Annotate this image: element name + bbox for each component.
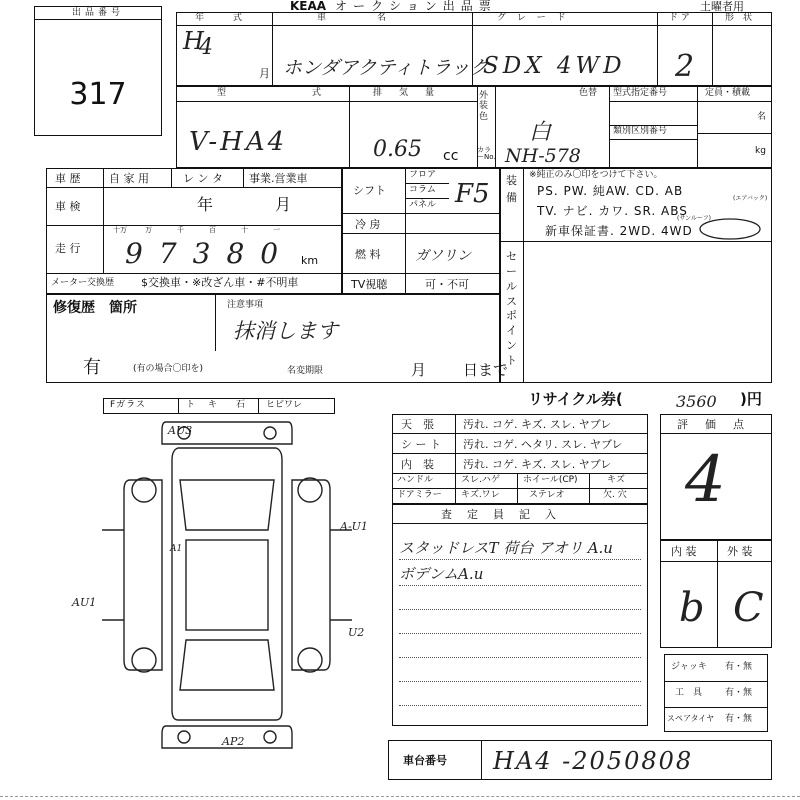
wheel-options: キズ bbox=[607, 475, 625, 485]
equipment-label: 装備 bbox=[506, 174, 517, 204]
tool-value: 有・無 bbox=[725, 688, 753, 698]
type-designation-label: 型式指定番号 bbox=[613, 88, 668, 98]
sales-point-box bbox=[500, 241, 772, 383]
interior-exterior-box bbox=[660, 540, 772, 648]
equipment-line1: PS. PW. 純AW. CD. AB bbox=[537, 184, 684, 198]
chassis-value: HA4 -2050808 bbox=[493, 747, 694, 775]
ac-label: 冷 房 bbox=[355, 218, 381, 231]
ceiling-label: 天 張 bbox=[401, 418, 434, 431]
shift-label: シフト bbox=[353, 184, 386, 197]
name-change-month: 月 bbox=[411, 361, 427, 379]
capacity-unit-kg: kg bbox=[755, 146, 766, 156]
sales-point-label: セールスポイント bbox=[506, 250, 517, 367]
handle-label: ハンドル bbox=[397, 475, 434, 485]
mileage-label: 走 行 bbox=[55, 242, 81, 255]
glass-opt-2: キ bbox=[208, 400, 218, 410]
score-label: 評 価 点 bbox=[677, 418, 747, 431]
tv-label: TV視聴 bbox=[351, 278, 388, 291]
vehicle-damage-diagram bbox=[96, 420, 358, 750]
shape-label: 形 状 bbox=[725, 13, 753, 23]
mileage-unit: km bbox=[301, 254, 319, 267]
equipment-line2: TV. ナビ. カワ. SR. ABS bbox=[537, 204, 688, 218]
seat-options: 汚れ. コゲ. ヘタリ. スレ. ヤブレ bbox=[463, 438, 623, 451]
year-unit: 月 bbox=[259, 67, 270, 80]
mileage-digits: 十万 万 千 百 十 一 97380 bbox=[113, 226, 295, 270]
brand-logo: KEAA bbox=[290, 0, 327, 13]
mark-top: AU3 bbox=[168, 424, 193, 437]
stereo-options: 欠. 穴 bbox=[603, 490, 627, 500]
inspector-label: 査 定 員 記 入 bbox=[441, 508, 558, 521]
wheel-label: ホイール(CP) bbox=[523, 475, 578, 485]
chassis-label: 車台番号 bbox=[403, 754, 447, 767]
owner-label: 土曜者用 bbox=[700, 0, 744, 13]
recycle-label: リサイクル券( bbox=[528, 390, 623, 408]
drivetrain-table bbox=[342, 168, 500, 294]
exterior-score-value: C bbox=[733, 585, 764, 631]
color-change-label: 色替 bbox=[579, 88, 598, 98]
equipment-line3: 新車保証書. 2WD. 4WD bbox=[545, 224, 693, 238]
front-glass-label: Fガラス bbox=[110, 400, 146, 410]
model-label: 型 式 bbox=[217, 88, 332, 98]
seat-label: シ ー ト bbox=[401, 438, 441, 451]
interior-options: 汚れ. コゲ. キズ. スレ. ヤブレ bbox=[463, 458, 612, 471]
inspector-line2: ボデンムA.u bbox=[399, 565, 484, 583]
notes-label: 注意事項 bbox=[227, 300, 264, 310]
name-change-label: 名変期限 bbox=[287, 366, 324, 376]
displacement-value: 0.65 bbox=[373, 137, 422, 162]
front-glass-row bbox=[103, 398, 335, 414]
interior-condition-table bbox=[392, 414, 648, 504]
history-rental[interactable]: レ ン タ bbox=[183, 172, 223, 185]
history-commercial[interactable]: 事業.営業車 bbox=[249, 172, 308, 185]
car-name-value: ホンダアクティトラック bbox=[283, 57, 489, 79]
shift-panel: パネル bbox=[409, 200, 437, 210]
ceiling-options: 汚れ. コゲ. キズ. スレ. ヤブレ bbox=[463, 418, 612, 431]
color-value: 白 bbox=[529, 120, 552, 145]
mark-left: AU1 bbox=[72, 596, 97, 609]
interior-score-label: 内 装 bbox=[671, 545, 697, 558]
score-box bbox=[660, 414, 772, 540]
inspector-line1: スタッドレスT 荷台 アオリ A.u bbox=[399, 539, 613, 557]
grade-label: グ レ ー ド bbox=[497, 13, 570, 23]
chassis-box bbox=[388, 740, 772, 780]
door-label: ド ア bbox=[669, 13, 690, 23]
vehicle-header-table bbox=[176, 12, 772, 86]
interior-score-value: b bbox=[679, 585, 705, 631]
displacement-unit: cc bbox=[443, 148, 459, 164]
mirror-options: キズ.ワレ bbox=[461, 490, 500, 500]
stereo-label: ステレオ bbox=[529, 490, 565, 500]
meter-options: $交換車・※改ざん車・#不明車 bbox=[141, 276, 299, 289]
repair-value: 有 bbox=[83, 357, 101, 378]
handle-options: スレ.ハゲ bbox=[461, 475, 500, 485]
circled-4wd-mark bbox=[697, 217, 763, 241]
history-private[interactable]: 自 家 用 bbox=[109, 172, 149, 185]
fuel-label: 燃 料 bbox=[355, 248, 381, 261]
capacity-unit-person: 名 bbox=[757, 112, 767, 122]
year-value: 4 bbox=[199, 35, 213, 60]
history-table bbox=[46, 168, 342, 294]
door-value: 2 bbox=[675, 49, 695, 84]
vehicle-spec-table bbox=[176, 86, 772, 168]
year-era: H bbox=[183, 27, 204, 55]
fuel-value: ガソリン bbox=[415, 248, 471, 264]
lot-number: 317 bbox=[69, 77, 127, 112]
inspection-label: 車 検 bbox=[55, 200, 81, 213]
shift-floor: フロア bbox=[409, 170, 437, 180]
jack-label: ジャッキ bbox=[671, 662, 707, 672]
mark-bottom: AP2 bbox=[222, 735, 245, 748]
tool-label: 工 具 bbox=[675, 688, 703, 698]
equipment-line2-sup: (サンルーフ) bbox=[677, 215, 711, 222]
recycle-value: 3560 bbox=[676, 392, 717, 411]
exterior-score-label: 外 装 bbox=[727, 545, 753, 558]
inspection-month: 月 bbox=[275, 195, 292, 214]
model-value: V-HA4 bbox=[189, 127, 288, 157]
jack-value: 有・無 bbox=[725, 662, 753, 672]
name-change-day: 日まで bbox=[463, 361, 509, 379]
notes-value: 抹消します bbox=[233, 319, 338, 343]
page-bottom-edge bbox=[0, 796, 800, 797]
repair-label: 修復歴 箇所 bbox=[53, 300, 137, 316]
mirror-label: ドアミラー bbox=[397, 490, 442, 500]
year-label: 年 式 bbox=[195, 13, 253, 23]
interior-label: 内 装 bbox=[401, 458, 434, 471]
category-label: 類別区別番号 bbox=[613, 126, 668, 136]
equipment-line1-sup: (エアバック) bbox=[733, 195, 768, 202]
car-name-label: 車 名 bbox=[317, 13, 393, 23]
form-title: オークション出品票 bbox=[335, 0, 497, 13]
capacity-label: 定員・積載 bbox=[705, 88, 751, 98]
glass-opt-3: 石 bbox=[236, 400, 246, 410]
repair-note: (有の場合〇印を) bbox=[133, 364, 204, 374]
spare-tire-value: 有・無 bbox=[725, 714, 753, 724]
color-no-value: NH-578 bbox=[505, 145, 581, 167]
meter-label: メーター交換歴 bbox=[51, 278, 115, 288]
inspector-notes-box bbox=[392, 504, 648, 726]
mark-door: A1 bbox=[170, 544, 183, 554]
shift-column: コラム bbox=[409, 185, 436, 195]
glass-opt-1: ト bbox=[186, 400, 196, 410]
recycle-unit: )円 bbox=[740, 390, 762, 408]
mileage-value: 97380 bbox=[125, 237, 295, 270]
tv-value: 可・不可 bbox=[425, 278, 469, 291]
lot-number-label: 出品番号 bbox=[71, 8, 124, 18]
mark-right-2: U2 bbox=[348, 626, 365, 639]
tools-box bbox=[664, 654, 768, 732]
history-label: 車 歴 bbox=[55, 172, 81, 185]
color-no-label: カラーNo. bbox=[477, 146, 496, 161]
displacement-label: 排 気 量 bbox=[373, 88, 439, 98]
spare-tire-label: スペアタイヤ bbox=[667, 714, 715, 723]
grade-value: SDX 4WD bbox=[483, 53, 626, 79]
glass-opt-4: ヒビワレ bbox=[266, 400, 303, 410]
equipment-note: ※純正のみ〇印をつけて下さい。 bbox=[529, 170, 663, 180]
exterior-color-label: 外装色 bbox=[479, 91, 489, 122]
shift-value: F5 bbox=[455, 179, 490, 209]
repair-notes-box bbox=[46, 294, 509, 383]
inspection-year: 年 bbox=[197, 195, 214, 214]
equipment-box bbox=[500, 168, 772, 242]
score-value: 4 bbox=[685, 443, 726, 517]
lot-number-box bbox=[34, 6, 162, 136]
mark-right: A-U1 bbox=[340, 520, 368, 533]
